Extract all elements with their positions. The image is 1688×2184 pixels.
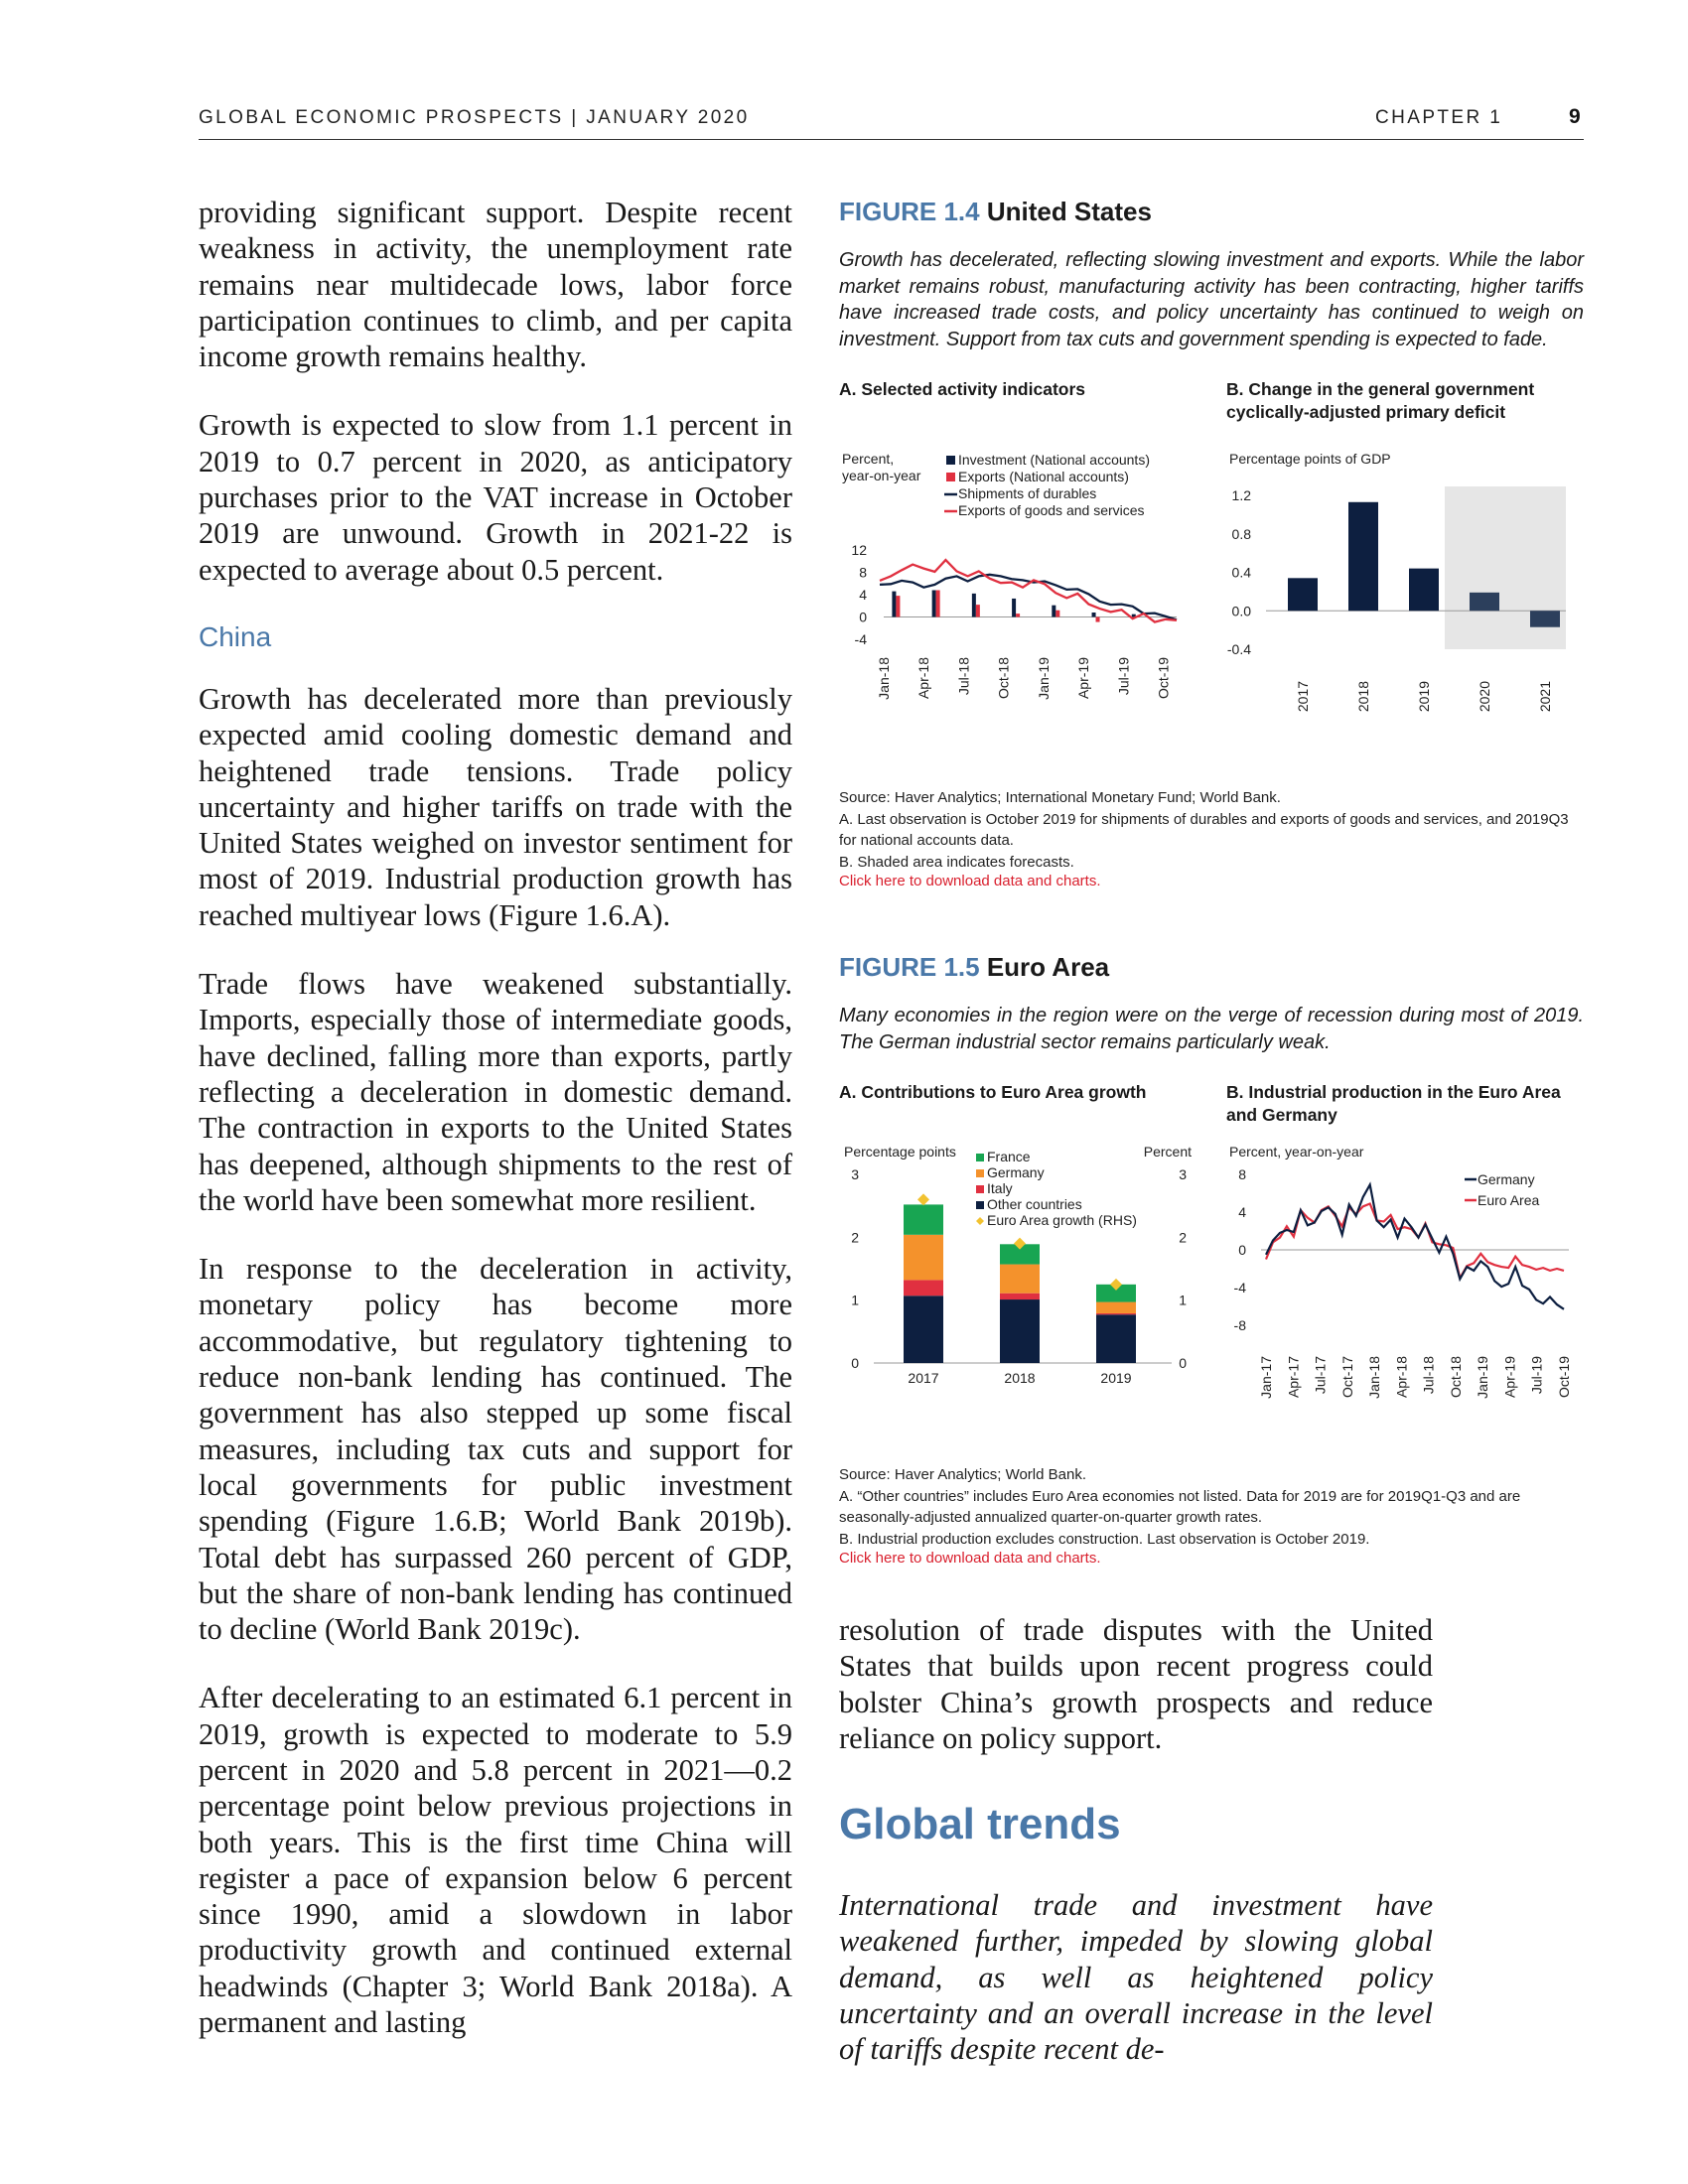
- fig15b-xtick: Oct-17: [1338, 1356, 1355, 1399]
- fig15b-xtick: Jul-19: [1528, 1356, 1545, 1395]
- fig14a-bar-exports: [1096, 617, 1100, 622]
- fig15b-xtick: Jul-18: [1420, 1356, 1437, 1395]
- fig15a-marker-euro-area-growth: [917, 1193, 929, 1205]
- fig15a-ytick: 3: [851, 1166, 859, 1182]
- fig14b-xtick: 2020: [1477, 681, 1492, 713]
- fig14b-xtick: 2019: [1416, 681, 1432, 713]
- fig14a-xtick: Jul-18: [955, 657, 972, 696]
- fig14a-bar-investment: [1052, 606, 1055, 617]
- figure-1-5-source: Source: Haver Analytics; World Bank.: [839, 1466, 1086, 1483]
- fig14b-bar: [1288, 578, 1318, 611]
- legend-marker-ea-growth: [976, 1217, 984, 1225]
- fig14b-bar: [1409, 569, 1439, 612]
- figure-1-5-note-a: A. “Other countries” includes Euro Area economies not listed. Data for 2019 are for 2019Q1-Q3 and are seasonally-adjusted annualized quarter-on-quarter growth rates.: [839, 1487, 1521, 1526]
- fig15a-ylabel: Percentage points: [844, 1144, 956, 1160]
- right-column: [839, 1612, 1433, 2068]
- fig15a-y2tick: 2: [1179, 1229, 1187, 1246]
- fig15a-bar-france: [904, 1204, 943, 1234]
- legend-investment: Investment (National accounts): [958, 452, 1150, 468]
- header-rule: [199, 139, 1584, 140]
- fig15a-ytick: 2: [851, 1229, 859, 1246]
- fig15a-bar-italy: [1000, 1294, 1040, 1299]
- fig14a-title: A. Selected activity indicators: [839, 379, 1086, 399]
- legend-swatch-france: [976, 1154, 984, 1161]
- fig14a-xtick: Jul-19: [1115, 657, 1132, 696]
- figure-1-4-number: FIGURE 1.4: [839, 197, 980, 226]
- fig14a-bar-exports: [1016, 614, 1020, 616]
- fig14a-ytick: 8: [859, 564, 867, 581]
- paragraph-growth-outlook: Growth is expected to slow from 1.1 percent in 2019 to 0.7 percent in 2020, as anticipatory purchases prior to the VAT increase in October 2019 are unwound. Growth in 2021-22 is expected to average about 0.5 percent.: [199, 408, 792, 587]
- fig14b-ytick: 0.4: [1231, 564, 1251, 581]
- figure-1-5: [839, 952, 1584, 1567]
- figure-1-5-number: FIGURE 1.5: [839, 952, 980, 982]
- paragraph-china-outlook: After decelerating to an estimated 6.1 percent in 2019, growth is expected to moderate to 5.9 percent in 2020 and 5.8 percent in 2021—0.2 percentage point below previous projections in both years. This is the first time China will register a pace of expansion below 6 percent since 1990, amid a slowdown in labor productivity growth and continued external headwinds (Chapter 3; World Bank 2018a). A permanent and lasting: [199, 1681, 792, 2040]
- legend-swatch-exports: [946, 473, 955, 481]
- fig15a-bar-other-countries: [1096, 1314, 1136, 1363]
- fig14a-ytick: 4: [859, 587, 867, 603]
- fig15a-bar-other-countries: [904, 1296, 943, 1363]
- figure-1-5-heading: [839, 952, 1584, 983]
- fig14b-ytick: 0.0: [1231, 603, 1251, 619]
- fig14a-xtick: Apr-19: [1075, 657, 1092, 700]
- fig14a-ytick: 12: [851, 542, 867, 558]
- fig15b-ytick: 8: [1238, 1166, 1246, 1182]
- legend-germany-ip: Germany: [1477, 1171, 1535, 1187]
- legend-italy: Italy: [987, 1180, 1013, 1196]
- figure-1-5-caption: Many economies in the region were on the verge of recession during most of 2019. The German industrial sector remains particularly weak.: [839, 1005, 1584, 1053]
- china-subheading: China: [199, 620, 272, 652]
- fig14a-xtick: Oct-19: [1155, 657, 1172, 700]
- legend-exports: Exports (National accounts): [958, 469, 1129, 484]
- fig15b-xtick: Jan-18: [1366, 1356, 1383, 1399]
- fig14b-ytick: 1.2: [1231, 487, 1251, 503]
- figure-1-4-note-b: B. Shaded area indicates forecasts.: [839, 853, 1074, 871]
- fig14a-xtick: Jan-19: [1035, 657, 1052, 700]
- section-heading-global-trends: Global trends: [839, 1800, 1121, 1849]
- fig15a-y2label: Percent: [1143, 1144, 1192, 1160]
- fig15a-ytick: 1: [851, 1292, 859, 1308]
- fig14a-bar-exports: [1055, 611, 1059, 617]
- legend-swatch-germany: [976, 1169, 984, 1177]
- fig15b-ytick: 0: [1238, 1242, 1246, 1258]
- fig15a-bar-italy: [1096, 1313, 1136, 1314]
- legend-durables: Shipments of durables: [958, 485, 1097, 501]
- fig14a-line-exports-gs: [880, 560, 1177, 622]
- fig14b-bar: [1348, 502, 1378, 611]
- fig15b-xtick: Apr-18: [1393, 1356, 1410, 1399]
- figure-1-5-notes: [839, 1464, 1584, 1567]
- fig14a-xtick: Oct-18: [995, 657, 1012, 700]
- fig15a-xtick: 2018: [1004, 1370, 1036, 1386]
- paragraph-monetary-policy: In response to the deceleration in activity, monetary policy has become more accommodative, but regulatory tightening to reduce non-bank lending has continued. The government has also stepped up some fiscal measures, including tax cuts and support for local governments for public investment spending (Figure 1.6.B; World Bank 2019b). Total debt has surpassed 260 percent of GDP, but the share of non-bank lending has continued to decline (World Bank 2019c).: [199, 1252, 792, 1647]
- fig15a-ytick: 0: [851, 1355, 859, 1371]
- fig14a-chart: [839, 446, 1206, 783]
- figure-1-4: [839, 197, 1584, 889]
- paragraph-trade-flows: Trade flows have weakened substantially. Imports, especially those of intermediate goods, have declined, falling more than exports, partly reflecting a deceleration in domestic demand. The contraction in exports to the United States has deepened, although shipments to the rest of the world have been somewhat more resilient.: [199, 967, 792, 1217]
- fig15b-ytick: 4: [1238, 1204, 1246, 1220]
- fig14a-bar-investment: [932, 591, 936, 617]
- fig15b-line-euro-area: [1266, 1204, 1564, 1279]
- fig14a-bar-exports: [896, 596, 900, 616]
- fig15a-chart: [839, 1139, 1206, 1446]
- fig14a-line-durables: [880, 575, 1177, 620]
- fig14a-bar-exports: [936, 591, 940, 617]
- legend-other-countries: Other countries: [987, 1196, 1082, 1212]
- fig15b-ytick: -4: [1233, 1280, 1246, 1296]
- fig14b-bar: [1470, 593, 1499, 611]
- fig14a-bar-investment: [892, 592, 896, 617]
- fig15a-xtick: 2017: [908, 1370, 939, 1386]
- figure-1-4-panels: [839, 378, 1584, 785]
- fig14b-chart: [1226, 446, 1584, 783]
- running-header-chapter: CHAPTER 1: [1375, 107, 1503, 128]
- fig14a-bar-investment: [1012, 599, 1016, 617]
- legend-swatch-other: [976, 1201, 984, 1209]
- fig14b-ytick: 0.8: [1231, 525, 1251, 542]
- fig15b-xtick: Apr-17: [1285, 1356, 1302, 1399]
- figure-1-5-panels: [839, 1081, 1584, 1450]
- fig14a-bar-investment: [972, 594, 976, 617]
- paragraph-global-trends-intro: International trade and investment have weakened further, impeded by slowing global demand, as well as heightened policy uncertainty and an overall increase in the level of tariffs despite recent de-: [839, 1888, 1433, 2067]
- legend-swatch-italy: [976, 1185, 984, 1193]
- figure-1-4-heading: [839, 197, 1584, 227]
- legend-ea-growth: Euro Area growth (RHS): [987, 1212, 1137, 1228]
- fig14b-bar: [1530, 611, 1560, 626]
- fig15b-xtick: Jan-19: [1475, 1356, 1491, 1399]
- fig14b-xtick: 2017: [1295, 681, 1311, 713]
- fig14b-ytick: -0.4: [1226, 641, 1251, 657]
- fig14a-ylabel-2: year-on-year: [842, 468, 921, 483]
- fig14a-bar-exports: [976, 605, 980, 616]
- figure-1-5-download-link[interactable]: Click here to download data and charts.: [839, 1550, 1101, 1567]
- fig14b-xtick: 2021: [1537, 681, 1553, 713]
- fig14a-bar-investment: [1092, 613, 1096, 617]
- figure-1-4-source: Source: Haver Analytics; International Monetary Fund; World Bank.: [839, 789, 1281, 806]
- paragraph-trade-resolution: resolution of trade disputes with the United States that builds upon recent progress could bolster China’s growth prospects and reduce reliance on policy support.: [839, 1613, 1433, 1755]
- fig15b-chart: [1226, 1139, 1584, 1446]
- fig15a-bar-other-countries: [1000, 1299, 1040, 1363]
- figure-1-4-download-link[interactable]: Click here to download data and charts.: [839, 873, 1101, 889]
- fig15b-title: B. Industrial production in the Euro Area and Germany: [1226, 1082, 1561, 1125]
- fig14a-ylabel-1: Percent,: [842, 451, 895, 467]
- fig15b-xtick: Jan-17: [1258, 1356, 1274, 1399]
- fig15a-xtick: 2019: [1100, 1370, 1132, 1386]
- left-column: [199, 195, 792, 2040]
- figure-1-5-title: Euro Area: [986, 952, 1110, 982]
- fig14b-xtick: 2018: [1355, 681, 1371, 713]
- fig15a-y2tick: 3: [1179, 1166, 1187, 1182]
- legend-euro-area-ip: Euro Area: [1477, 1192, 1540, 1208]
- fig14a-ytick: 0: [859, 609, 867, 625]
- figure-1-4-title: United States: [986, 197, 1152, 226]
- paragraph-income-growth: providing significant support. Despite recent weakness in activity, the unemployment rate remains near multidecade lows, labor force participation continues to climb, and per capita income growth remains healthy.: [199, 196, 792, 374]
- fig15b-ylabel: Percent, year-on-year: [1229, 1144, 1364, 1160]
- fig15b-xtick: Apr-19: [1501, 1356, 1518, 1399]
- fig14b-ylabel: Percentage points of GDP: [1229, 451, 1391, 467]
- fig15a-bar-germany: [904, 1235, 943, 1281]
- legend-swatch-investment: [946, 456, 955, 465]
- fig15a-bar-germany: [1000, 1265, 1040, 1294]
- figure-1-4-note-a: A. Last observation is October 2019 for shipments of durables and exports of goods and services, and 2019Q3 for national accounts data.: [839, 810, 1569, 849]
- fig15a-bar-italy: [904, 1280, 943, 1296]
- fig15a-y2tick: 0: [1179, 1355, 1187, 1371]
- fig15a-y2tick: 1: [1179, 1292, 1187, 1308]
- figure-1-4-notes: [839, 787, 1584, 889]
- legend-france: France: [987, 1149, 1031, 1164]
- fig15b-xtick: Oct-19: [1556, 1356, 1572, 1399]
- fig15b-xtick: Jul-17: [1312, 1356, 1329, 1395]
- legend-exports-gs: Exports of goods and services: [958, 502, 1145, 518]
- page-number: 9: [1569, 105, 1581, 128]
- fig14a-xtick: Apr-18: [915, 657, 932, 700]
- running-header-title: GLOBAL ECONOMIC PROSPECTS | JANUARY 2020: [199, 107, 750, 128]
- figure-1-4-caption: Growth has decelerated, reflecting slowing investment and exports. While the labor market remains robust, manufacturing activity has been contracting, higher tariffs have increased trade costs, and policy uncertainty has continued to weigh on investment. Support from tax cuts and government spending is expected to fade.: [839, 249, 1584, 350]
- fig15a-title: A. Contributions to Euro Area growth: [839, 1082, 1147, 1102]
- fig15b-ytick: -8: [1233, 1317, 1246, 1333]
- fig15a-bar-germany: [1096, 1302, 1136, 1313]
- legend-germany: Germany: [987, 1164, 1045, 1180]
- paragraph-china-growth: Growth has decelerated more than previously expected amid cooling domestic demand and heightened trade tensions. Trade policy uncertainty and higher tariffs on trade with the United States weighed on investor sentiment for most of 2019. Industrial production growth has reached multiyear lows (Figure 1.6.A).: [199, 681, 792, 932]
- fig15b-xtick: Oct-18: [1447, 1356, 1464, 1399]
- fig14a-xtick: Jan-18: [876, 657, 892, 700]
- figure-1-5-note-b: B. Industrial production excludes construction. Last observation is October 2019.: [839, 1530, 1370, 1548]
- fig14b-title: B. Change in the general government cyclically-adjusted primary deficit: [1226, 379, 1535, 422]
- fig14a-ytick: -4: [854, 631, 867, 647]
